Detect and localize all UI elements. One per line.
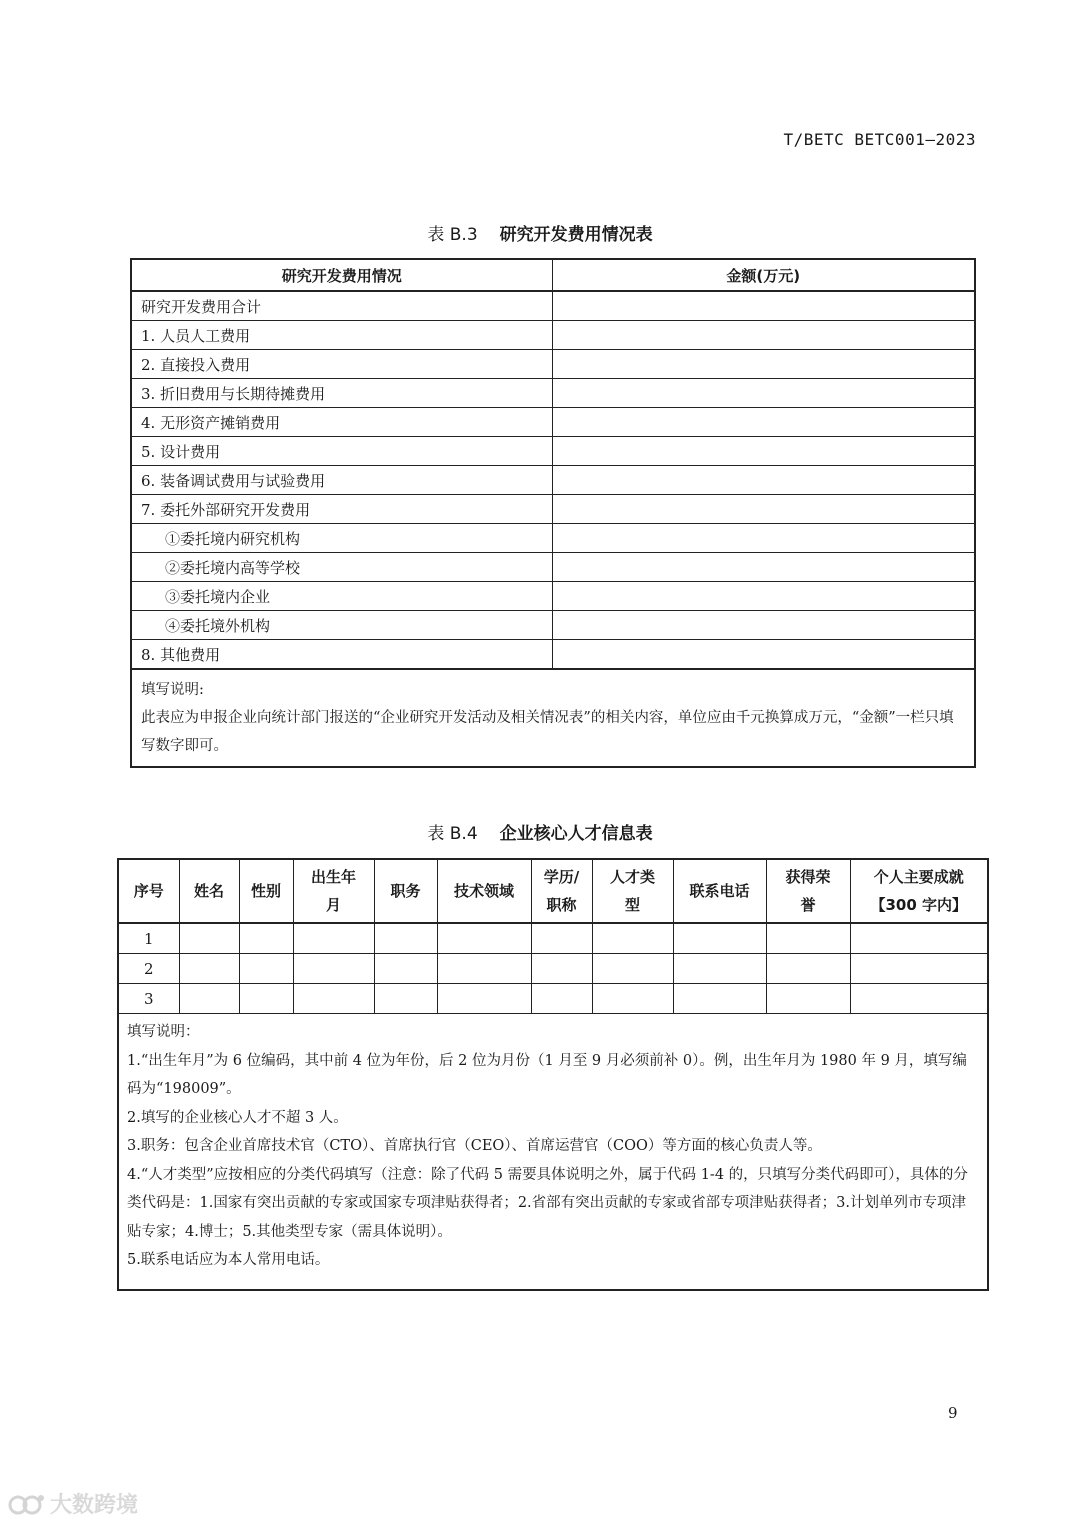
table-row bbox=[131, 611, 975, 640]
table-b4-notes bbox=[118, 1014, 988, 1290]
expense-subitem-label: ④委托境外机构 bbox=[131, 611, 552, 640]
column-header-education-title: 学历/ 职称 bbox=[531, 859, 592, 923]
table-row bbox=[118, 923, 988, 954]
core-talent-table bbox=[117, 858, 989, 1291]
document-code: T/BETC BETC001—2023 bbox=[783, 130, 976, 149]
watermark-logo-icon bbox=[8, 1491, 46, 1517]
phone-cell[interactable] bbox=[673, 954, 766, 984]
table-b3-number: 表 B.3 bbox=[427, 225, 478, 245]
expense-subitem-label: ②委托境内高等学校 bbox=[131, 553, 552, 582]
watermark-text: 大数跨境 bbox=[50, 1493, 139, 1518]
column-header-serial-no: 序号 bbox=[118, 859, 179, 923]
position-cell[interactable] bbox=[374, 984, 437, 1014]
table-row bbox=[131, 350, 975, 379]
table-row bbox=[131, 524, 975, 553]
achievements-cell[interactable] bbox=[850, 923, 988, 954]
table-row bbox=[131, 582, 975, 611]
table-row bbox=[131, 321, 975, 350]
notes-title: 填写说明: bbox=[141, 682, 204, 698]
table-row bbox=[131, 553, 975, 582]
table-b3-notes bbox=[131, 669, 975, 767]
birth-month-cell[interactable] bbox=[293, 923, 374, 954]
amount-cell[interactable] bbox=[552, 408, 975, 437]
name-cell[interactable] bbox=[179, 923, 239, 954]
amount-cell[interactable] bbox=[552, 321, 975, 350]
expense-item-label: 7. 委托外部研究开发费用 bbox=[131, 495, 552, 524]
note-item: 3.职务：包含企业首席技术官（CTO）、首席执行官（CEO）、首席运营官（COO）等方面的核心负责人等。 bbox=[127, 1138, 822, 1154]
amount-cell[interactable] bbox=[552, 495, 975, 524]
talent-type-cell[interactable] bbox=[592, 954, 673, 984]
column-header-talent-type: 人才类 型 bbox=[592, 859, 673, 923]
name-cell[interactable] bbox=[179, 954, 239, 984]
table-b4-title: 企业核心人才信息表 bbox=[499, 824, 653, 844]
column-header-gender: 性别 bbox=[239, 859, 293, 923]
birth-month-cell[interactable] bbox=[293, 984, 374, 1014]
table-row bbox=[131, 495, 975, 524]
table-row bbox=[131, 437, 975, 466]
gender-cell[interactable] bbox=[239, 954, 293, 984]
tech-field-cell[interactable] bbox=[437, 954, 531, 984]
column-header-amount: 金额(万元) bbox=[552, 259, 975, 291]
amount-cell[interactable] bbox=[552, 611, 975, 640]
phone-cell[interactable] bbox=[673, 923, 766, 954]
expense-item-label: 8. 其他费用 bbox=[131, 640, 552, 670]
amount-cell[interactable] bbox=[552, 553, 975, 582]
column-header-birth-month: 出生年 月 bbox=[293, 859, 374, 923]
rd-expense-table bbox=[130, 258, 976, 768]
expense-item-label: 5. 设计费用 bbox=[131, 437, 552, 466]
expense-item-label: 2. 直接投入费用 bbox=[131, 350, 552, 379]
row-number: 1 bbox=[118, 923, 179, 954]
gender-cell[interactable] bbox=[239, 984, 293, 1014]
row-number: 2 bbox=[118, 954, 179, 984]
notes-row bbox=[131, 669, 975, 767]
amount-cell[interactable] bbox=[552, 291, 975, 321]
expense-item-label: 6. 装备调试费用与试验费用 bbox=[131, 466, 552, 495]
column-header-honors: 获得荣 誉 bbox=[766, 859, 850, 923]
column-header-phone: 联系电话 bbox=[673, 859, 766, 923]
honors-cell[interactable] bbox=[766, 954, 850, 984]
amount-cell[interactable] bbox=[552, 524, 975, 553]
table-header-row bbox=[118, 859, 988, 923]
table-row bbox=[131, 379, 975, 408]
table-row bbox=[118, 954, 988, 984]
expense-item-label: 3. 折旧费用与长期待摊费用 bbox=[131, 379, 552, 408]
column-header-position: 职务 bbox=[374, 859, 437, 923]
row-number: 3 bbox=[118, 984, 179, 1014]
education-cell[interactable] bbox=[531, 923, 592, 954]
achievements-cell[interactable] bbox=[850, 954, 988, 984]
table-row bbox=[131, 291, 975, 321]
talent-type-cell[interactable] bbox=[592, 984, 673, 1014]
talent-type-cell[interactable] bbox=[592, 923, 673, 954]
column-header-tech-field: 技术领域 bbox=[437, 859, 531, 923]
column-header-achievements: 个人主要成就 【300 字内】 bbox=[850, 859, 988, 923]
amount-cell[interactable] bbox=[552, 379, 975, 408]
table-row bbox=[131, 466, 975, 495]
education-cell[interactable] bbox=[531, 984, 592, 1014]
notes-text: 此表应为申报企业向统计部门报送的“企业研究开发活动及相关情况表”的相关内容，单位应由千元换算成万元，“金额”一栏只填写数字即可。 bbox=[141, 710, 954, 754]
column-header-expense-item: 研究开发费用情况 bbox=[131, 259, 552, 291]
birth-month-cell[interactable] bbox=[293, 954, 374, 984]
table-row bbox=[131, 408, 975, 437]
amount-cell[interactable] bbox=[552, 437, 975, 466]
amount-cell[interactable] bbox=[552, 640, 975, 670]
note-item: 1.“出生年月”为 6 位编码，其中前 4 位为年份，后 2 位为月份（1 月至 9 月必须前补 0）。例，出生年月为 1980 年 9 月，填写编码为“198009”。 bbox=[127, 1052, 967, 1097]
note-item: 2.填写的企业核心人才不超 3 人。 bbox=[127, 1109, 348, 1126]
position-cell[interactable] bbox=[374, 923, 437, 954]
expense-subitem-label: ③委托境内企业 bbox=[131, 582, 552, 611]
expense-item-label: 1. 人员人工费用 bbox=[131, 321, 552, 350]
page-number: 9 bbox=[948, 1404, 958, 1422]
education-cell[interactable] bbox=[531, 954, 592, 984]
expense-item-label: 4. 无形资产摊销费用 bbox=[131, 408, 552, 437]
table-b3-title: 研究开发费用情况表 bbox=[499, 225, 653, 245]
expense-item-label: 研究开发费用合计 bbox=[131, 291, 552, 321]
expense-subitem-label: ①委托境内研究机构 bbox=[131, 524, 552, 553]
tech-field-cell[interactable] bbox=[437, 923, 531, 954]
note-item: 5.联系电话应为本人常用电话。 bbox=[127, 1252, 330, 1268]
table-b4-caption bbox=[0, 819, 1080, 844]
honors-cell[interactable] bbox=[766, 923, 850, 954]
achievements-cell[interactable] bbox=[850, 984, 988, 1014]
table-b4-number: 表 B.4 bbox=[427, 824, 478, 844]
note-item: 4.“人才类型”应按相应的分类代码填写（注意：除了代码 5 需要具体说明之外，属于代码 1-4 的，只填写分类代码即可），具体的分类代码是：1.国家有突出贡献的专家或国家专项津贴获得者；2.省部有突出贡献的专家或省部专项津贴获得者；3.计划单列市专项津贴专家；4.博士；5.其他类型专家（需具体说明）。 bbox=[127, 1166, 968, 1240]
tech-field-cell[interactable] bbox=[437, 984, 531, 1014]
honors-cell[interactable] bbox=[766, 984, 850, 1014]
notes-row bbox=[118, 1014, 988, 1290]
gender-cell[interactable] bbox=[239, 923, 293, 954]
notes-title: 填写说明： bbox=[127, 1024, 200, 1040]
position-cell[interactable] bbox=[374, 954, 437, 984]
column-header-name: 姓名 bbox=[179, 859, 239, 923]
table-row bbox=[131, 640, 975, 670]
phone-cell[interactable] bbox=[673, 984, 766, 1014]
amount-cell[interactable] bbox=[552, 350, 975, 379]
amount-cell[interactable] bbox=[552, 582, 975, 611]
name-cell[interactable] bbox=[179, 984, 239, 1014]
table-header-row bbox=[131, 259, 975, 291]
table-b3-caption bbox=[0, 220, 1080, 245]
amount-cell[interactable] bbox=[552, 466, 975, 495]
table-row bbox=[118, 984, 988, 1014]
watermark bbox=[8, 1488, 138, 1519]
